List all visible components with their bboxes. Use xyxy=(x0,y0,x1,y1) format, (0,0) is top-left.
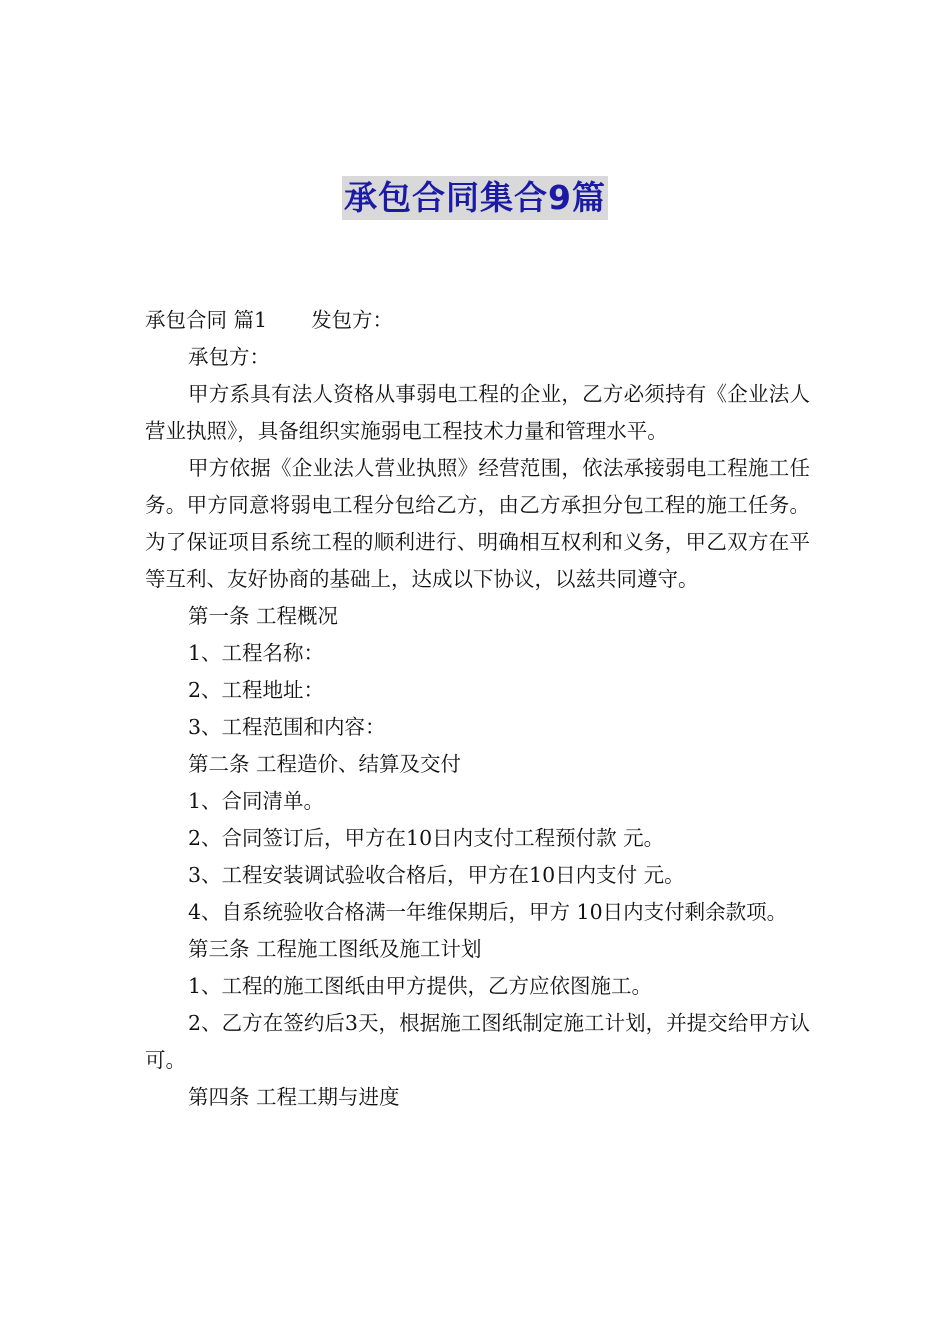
list-item: 1、工程名称： xyxy=(188,641,325,665)
section-heading-line xyxy=(145,302,810,339)
article-heading: 第四条 工程工期与进度 xyxy=(188,1085,400,1109)
paragraph: 甲方依据《企业法人营业执照》经营范围，依法承接弱电工程施工任务。甲方同意将弱电工程分包给乙方，由乙方承担分包工程的施工任务。为了保证项目系统工程的顺利进行、明确相互权利和义务，甲乙双方在平等互利、友好协商的基础上，达成以下协议，以兹共同遵守。 xyxy=(145,456,810,591)
list-item: 4、自系统验收合格满一年维保期后，甲方 10日内支付剩余款项。 xyxy=(188,900,788,924)
list-item: 3、工程范围和内容： xyxy=(188,715,386,739)
list-item: 2、工程地址： xyxy=(188,678,325,702)
contractor-label: 发包方： xyxy=(311,308,394,332)
paragraph: 甲方系具有法人资格从事弱电工程的企业，乙方必须持有《企业法人营业执照》，具备组织实施弱电工程技术力量和管理水平。 xyxy=(145,382,810,443)
article-heading: 第三条 工程施工图纸及施工计划 xyxy=(188,937,482,961)
section-heading: 承包合同 篇1 xyxy=(145,308,268,332)
list-item: 1、合同清单。 xyxy=(188,789,325,813)
title-wrap xyxy=(0,176,950,220)
list-item: 2、合同签订后，甲方在10日内支付工程预付款 元。 xyxy=(188,826,665,850)
list-item: 2、乙方在签约后3天，根据施工图纸制定施工计划，并提交给甲方认可。 xyxy=(145,1011,810,1072)
document-title: 承包合同集合9篇 xyxy=(342,176,608,220)
article-heading: 第二条 工程造价、结算及交付 xyxy=(188,752,462,776)
document-body xyxy=(145,302,810,1116)
list-item: 1、工程的施工图纸由甲方提供，乙方应依图施工。 xyxy=(188,974,653,998)
list-item: 3、工程安装调试验收合格后，甲方在10日内支付 元。 xyxy=(188,863,685,887)
article-heading: 第一条 工程概况 xyxy=(188,604,339,628)
paragraph: 承包方： xyxy=(188,345,270,369)
